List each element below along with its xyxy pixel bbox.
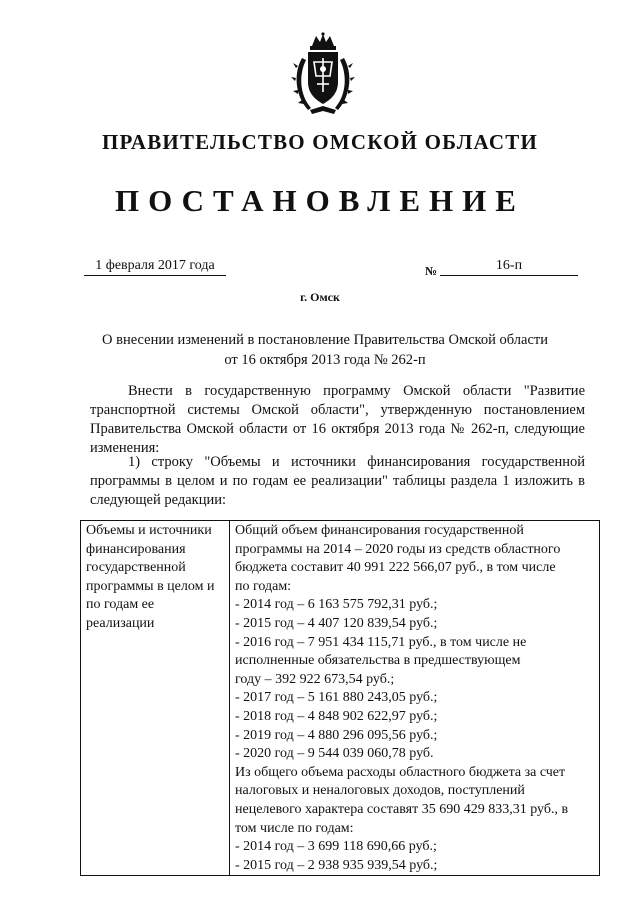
table-line: том числе по годам: [235, 820, 354, 836]
document-number: 16-п [440, 258, 578, 276]
table-row [81, 521, 600, 876]
table-line: - 2015 год – 4 407 120 839,54 руб.; [235, 615, 438, 631]
organization-title: ПРАВИТЕЛЬСТВО ОМСКОЙ ОБЛАСТИ [101, 130, 538, 154]
table-line: - 2020 год – 9 544 039 060,78 руб. [235, 746, 434, 762]
subject-line-2: от 16 октября 2013 года № 262-п [224, 352, 426, 368]
table-left-cell: Объемы и источники финансирования государственной программы в целом и по годам ее реализации [81, 521, 230, 876]
financing-table [80, 520, 600, 876]
table-line: Общий объем финансирования государственной [235, 523, 524, 538]
table-line: налоговых и неналоговых доходов, поступлений [235, 783, 525, 799]
subject-line-1: О внесении изменений в постановление Правительства Омской области [102, 332, 548, 348]
table-line: - 2017 год – 5 161 880 243,05 руб.; [235, 690, 438, 706]
document-city: г. Омск [300, 290, 340, 304]
document-type-title: ПОСТАНОВЛЕНИЕ [115, 183, 525, 218]
table-line: - 2018 год – 4 848 902 622,97 руб.; [235, 708, 438, 724]
body-paragraph-2: 1) строку "Объемы и источники финансирования государственной программы в целом и по годам ее реализации" таблицы раздела 1 изложить в следующей редакции: [90, 454, 585, 508]
document-subject [90, 330, 560, 370]
table-line: - 2014 год – 6 163 575 792,31 руб.; [235, 597, 438, 613]
table-line: - 2014 год – 3 699 118 690,66 руб.; [235, 839, 437, 855]
table-line: исполненные обязательства в предшествующем [235, 653, 521, 669]
table-line: нецелевого характера составят 35 690 429 833,31 руб., в [235, 801, 569, 817]
document-date: 1 февраля 2017 года [84, 258, 226, 276]
table-line: году – 392 922 673,54 руб.; [235, 671, 395, 687]
document-number-label: № [425, 264, 438, 278]
table-line: - 2016 год – 7 951 434 115,71 руб., в том числе не [235, 634, 527, 650]
table-line: бюджета составит 40 991 222 566,07 руб., в том числе [235, 560, 556, 576]
table-line: программы на 2014 – 2020 годы из средств областного [235, 541, 561, 557]
body-paragraph-1: Внести в государственную программу Омской области "Развитие транспортной системы Омской области", утвержденную постановлением Правительства Омской области от 16 октября 2013 года № 262-п, следующие изменения: [90, 383, 585, 456]
table-line: Из общего объема расходы областного бюджета за счет [235, 764, 566, 780]
coat-of-arms-icon [290, 32, 356, 116]
table-right-cell [230, 521, 600, 876]
table-line: по годам: [235, 578, 292, 594]
table-line: - 2019 год – 4 880 296 095,56 руб.; [235, 727, 438, 743]
table-line: - 2015 год – 2 938 935 939,54 руб.; [235, 857, 438, 873]
